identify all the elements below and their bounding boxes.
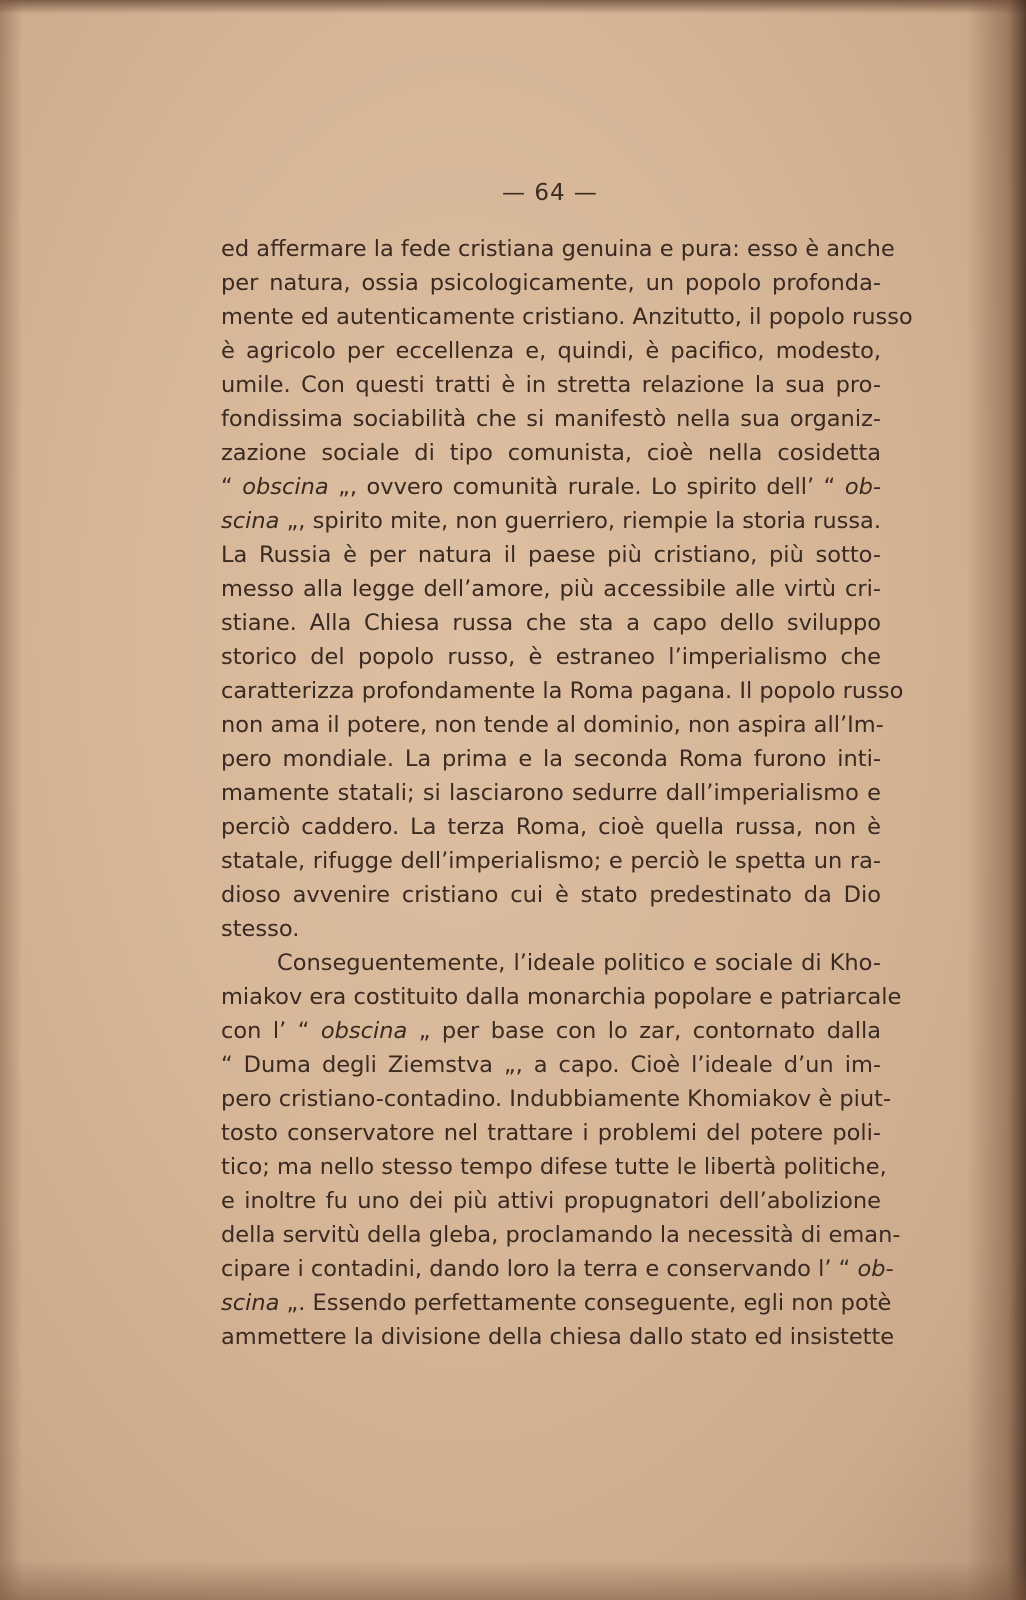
text-segment: fondissima sociabilità che si manifestò nella sua organiz- [221,406,881,432]
text-segment: messo alla legge dell’amore, più accessibile alle virtù cri- [221,576,881,602]
text-segment: della servitù della gleba, proclamando la necessità di eman- [221,1222,901,1248]
text-line [221,776,881,810]
text-segment: umile. Con questi tratti è in stretta relazione la sua pro- [221,372,881,398]
text-segment: stesso. [221,916,300,942]
text-line [221,810,881,844]
text-segment: dioso avvenire cristiano cui è stato predestinato da Dio [221,882,881,908]
text-segment: zazione sociale di tipo comunista, cioè nella cosidetta [221,440,881,466]
text-line [221,742,881,776]
page-edge-left [0,0,22,1600]
text-line [221,402,881,436]
text-line [221,844,881,878]
text-line [221,1048,881,1082]
text-segment: miakov era costituito dalla monarchia popolare e patriarcale [221,984,902,1010]
text-line [221,606,881,640]
italic-term: ob- [857,1256,894,1282]
text-line [221,368,881,402]
text-segment: Conseguentemente, l’ideale politico e sociale di Kho- [277,950,881,976]
text-segment: cipare i contadini, dando loro la terra e conservando l’ “ [221,1256,858,1282]
italic-term: obscina [320,1018,408,1044]
page-edge-bottom [0,1560,1026,1600]
text-segment: pero mondiale. La prima e la seconda Roma furono inti- [221,746,881,772]
text-line [221,878,881,912]
text-segment: mamente statali; si lasciarono sedurre dall’imperialismo e [221,780,881,806]
text-line [221,572,881,606]
text-line [221,1218,901,1252]
text-segment: stiane. Alla Chiesa russa che sta a capo dello sviluppo [221,610,881,636]
text-line [221,436,881,470]
text-line [221,1286,892,1320]
text-segment: è agricolo per eccellenza e, quindi, è pacifico, modesto, [221,338,881,364]
text-segment: non ama il potere, non tende al dominio, non aspira all’Im- [221,712,884,738]
text-segment: “ [221,474,243,500]
text-segment: tico; ma nello stesso tempo difese tutte le libertà politiche, [221,1154,887,1180]
text-line [221,1150,887,1184]
text-line [221,708,884,742]
text-segment: e inoltre fu uno dei più attivi propugnatori dell’abolizione [221,1188,881,1214]
text-segment: perciò caddero. La terza Roma, cioè quella russa, non è [221,814,881,840]
text-line [221,674,904,708]
text-segment: caratterizza profondamente la Roma pagana. Il popolo russo [221,678,904,704]
text-line [221,538,881,572]
text-segment: statale, rifugge dell’imperialismo; e perciò le spetta un ra- [221,848,881,874]
text-segment: pero cristiano-contadino. Indubbiamente Khomiakov è piut- [221,1086,892,1112]
text-segment: „ per base con lo zar, contornato dalla [407,1018,881,1044]
text-line [221,640,881,674]
text-line [221,266,881,300]
text-line [221,300,913,334]
text-segment: con l’ “ [221,1018,321,1044]
text-segment: ammettere la divisione della chiesa dallo stato ed insistette [221,1324,895,1350]
text-line [221,1082,892,1116]
text-segment: „, ovvero comunità rurale. Lo spirito dell’ “ [328,474,845,500]
text-segment: tosto conservatore nel trattare i problemi del potere poli- [221,1120,881,1146]
body-text [221,232,913,1354]
text-line [221,504,881,538]
text-segment: “ Duma degli Ziemstva „, a capo. Cioè l’ideale d’un im- [221,1052,881,1078]
text-line [221,334,881,368]
text-segment: mente ed autenticamente cristiano. Anzitutto, il popolo russo [221,304,913,330]
text-line [221,1116,881,1150]
page-number: — 64 — [502,180,598,206]
text-segment: per natura, ossia psicologicamente, un popolo profonda- [221,270,881,296]
italic-term: scina [221,1290,280,1316]
text-line [221,1184,881,1218]
text-line [221,470,881,504]
text-line [221,980,902,1014]
page-edge-top [0,0,1026,14]
text-line [221,1014,881,1048]
text-line [221,912,881,946]
page-edge-right [966,0,1026,1600]
text-segment: ed affermare la fede cristiana genuina e pura: esso è anche [221,236,895,262]
text-line [221,1252,894,1286]
text-segment: „, spirito mite, non guerriero, riempie la storia russa. [279,508,881,534]
italic-term: ob- [844,474,882,500]
text-segment: „. Essendo perfettamente conseguente, egli non potè [279,1290,892,1316]
text-line [221,1320,895,1354]
text-line [221,946,881,980]
text-line [221,232,895,266]
text-segment: storico del popolo russo, è estraneo l’imperialismo che [221,644,881,670]
italic-term: scina [221,508,280,534]
text-segment: La Russia è per natura il paese più cristiano, più sotto- [221,542,881,568]
italic-term: obscina [242,474,329,500]
